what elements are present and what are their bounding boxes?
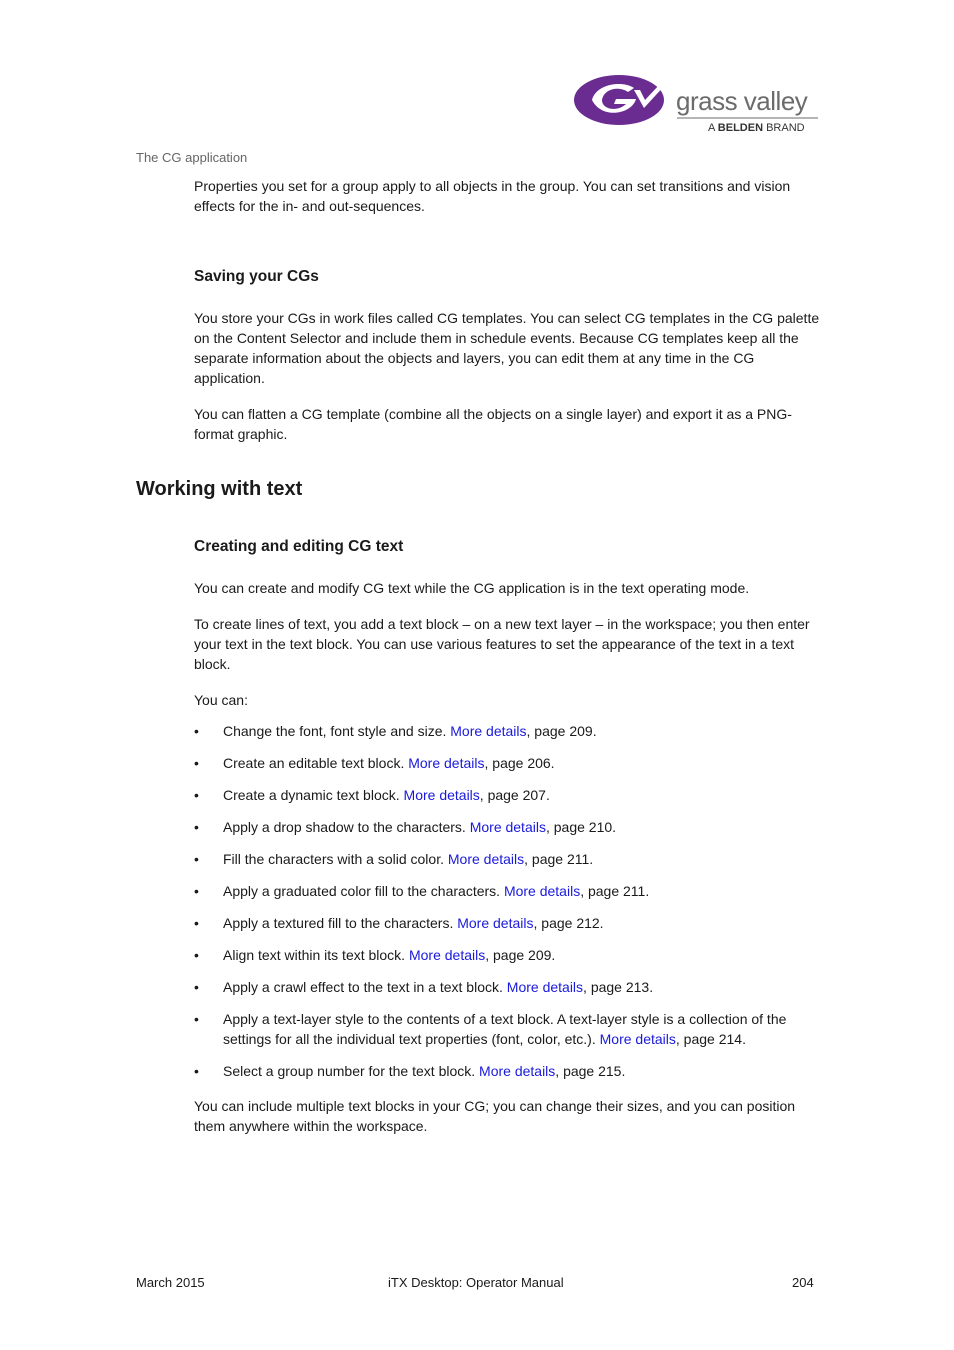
bullet-icon: • bbox=[194, 979, 199, 995]
bullet-icon: • bbox=[194, 723, 199, 739]
intro-paragraph: Properties you set for a group apply to all objects in the group. You can set transitions and vision effects for the in- and out-sequences. bbox=[194, 178, 791, 214]
list-item bbox=[194, 977, 824, 997]
list-item-text: Select a group number for the text block. bbox=[223, 1063, 480, 1079]
list-item bbox=[194, 1061, 824, 1081]
working-paragraph-1: You can create and modify CG text while the CG application is in the text operating mode. bbox=[194, 580, 750, 596]
creating-heading: Creating and editing CG text bbox=[194, 538, 404, 555]
list-item-text: Fill the characters with a solid color. bbox=[223, 851, 448, 867]
list-item bbox=[194, 849, 824, 869]
footer-date: March 2015 bbox=[136, 1275, 205, 1290]
more-details-link[interactable]: More details bbox=[447, 851, 525, 867]
page-reference: , page 211. bbox=[524, 851, 594, 867]
logo-wordmark: grass valley bbox=[676, 86, 808, 116]
working-paragraph-3: You can: bbox=[194, 692, 248, 708]
list-item bbox=[194, 913, 824, 933]
more-details-link[interactable]: More details bbox=[403, 787, 480, 803]
list-item bbox=[194, 945, 824, 965]
bullet-icon: • bbox=[194, 915, 199, 931]
working-paragraph-4: You can include multiple text blocks in your CG; you can change their sizes, and you can position them anywhere within the workspace. bbox=[194, 1098, 796, 1134]
list-item-text: Align text within its text block. bbox=[223, 947, 409, 963]
list-item bbox=[194, 753, 824, 773]
bullet-icon: • bbox=[194, 787, 199, 803]
list-item bbox=[194, 785, 824, 805]
list-item-text: Create an editable text block. bbox=[223, 755, 409, 771]
more-details-link[interactable]: More details bbox=[450, 723, 527, 739]
running-head: The CG application bbox=[136, 150, 248, 165]
bullet-icon: • bbox=[194, 883, 199, 899]
more-details-link[interactable]: More details bbox=[408, 755, 485, 771]
more-details-link[interactable]: More details bbox=[457, 915, 534, 931]
page-reference: , page 214. bbox=[675, 1031, 746, 1047]
list-item-text: Apply a textured fill to the characters. bbox=[223, 915, 458, 931]
footer-page-number: 204 bbox=[792, 1275, 814, 1290]
list-item bbox=[194, 881, 824, 901]
list-item-text: Apply a drop shadow to the characters. bbox=[223, 819, 470, 835]
page-reference: , page 215. bbox=[555, 1063, 626, 1079]
list-item bbox=[194, 721, 824, 741]
page-reference: , page 209. bbox=[485, 947, 556, 963]
bullet-icon: • bbox=[194, 819, 199, 835]
bullet-icon: • bbox=[194, 1063, 199, 1079]
list-item-text: Apply a crawl effect to the text in a text block. bbox=[223, 979, 507, 995]
page-reference: , page 210. bbox=[545, 819, 617, 835]
footer-title: iTX Desktop: Operator Manual bbox=[388, 1275, 564, 1290]
list-item bbox=[194, 1009, 824, 1049]
saving-heading: Saving your CGs bbox=[194, 268, 319, 285]
main-content bbox=[136, 176, 824, 1152]
gv-swoosh-logo-icon bbox=[574, 70, 824, 136]
list-item-text: Change the font, font style and size. bbox=[223, 723, 451, 739]
more-details-link[interactable]: More details bbox=[503, 883, 581, 899]
working-heading: Working with text bbox=[136, 478, 303, 500]
logo-tagline: A BELDEN BRAND bbox=[708, 122, 805, 134]
page-reference: , page 207. bbox=[479, 787, 550, 803]
bullet-icon: • bbox=[194, 1011, 199, 1027]
grass-valley-logo bbox=[574, 70, 824, 136]
list-item bbox=[194, 817, 824, 837]
page-reference: , page 211. bbox=[580, 883, 650, 899]
page-reference: , page 209. bbox=[526, 723, 597, 739]
saving-paragraph-2: You can flatten a CG template (combine all the objects on a single layer) and export it as a PNG-format graphic. bbox=[194, 406, 792, 442]
bullet-icon: • bbox=[194, 851, 199, 867]
saving-paragraph-1: You store your CGs in work files called CG templates. You can select CG templates in the CG palette on the Content Selector and include them in schedule events. Because CG templates keep all the separate information about the objects and layers, you can edit them at any time in the CG application. bbox=[194, 310, 820, 386]
more-details-link[interactable]: More details bbox=[408, 947, 486, 963]
page-reference: , page 213. bbox=[583, 979, 654, 995]
list-item-text: Apply a graduated color fill to the characters. bbox=[223, 883, 504, 899]
page-reference: , page 212. bbox=[533, 915, 604, 931]
more-details-link[interactable]: More details bbox=[479, 1063, 556, 1079]
list-item-text: Apply a text-layer style to the contents of a text block. A text-layer style is a collection of the settings for all the individual text properties (font, color, etc.). bbox=[223, 1011, 787, 1047]
bullet-icon: • bbox=[194, 947, 199, 963]
working-paragraph-2: To create lines of text, you add a text block – on a new text layer – in the workspace; you then enter your text in the text block. You can use various features to set the appearance of the text in a text block. bbox=[194, 616, 810, 672]
bullet-icon: • bbox=[194, 755, 199, 771]
page-reference: , page 206. bbox=[484, 755, 555, 771]
more-details-link[interactable]: More details bbox=[599, 1031, 676, 1047]
more-details-link[interactable]: More details bbox=[506, 979, 584, 995]
feature-list bbox=[194, 721, 824, 1081]
list-item-text: Create a dynamic text block. bbox=[223, 787, 404, 803]
more-details-link[interactable]: More details bbox=[469, 819, 546, 835]
